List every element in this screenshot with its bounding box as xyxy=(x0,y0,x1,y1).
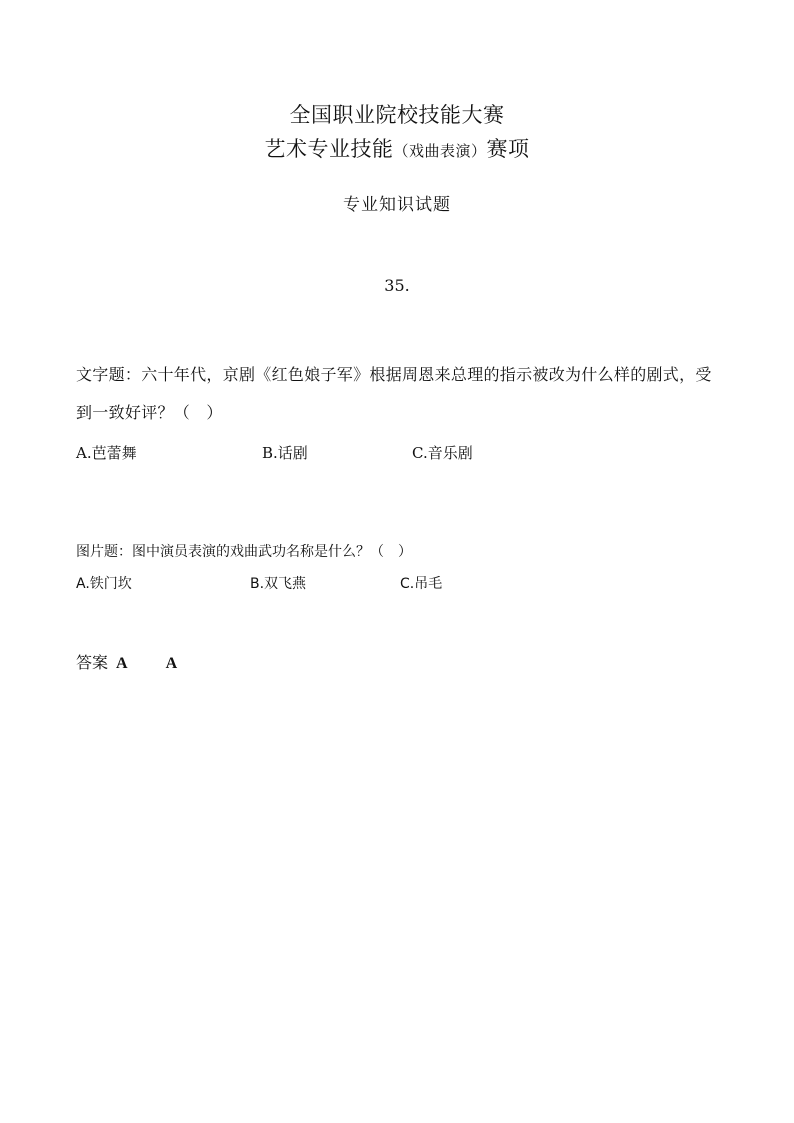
answer-value-image-question: A xyxy=(165,655,178,672)
question-number: 35. xyxy=(384,276,410,295)
answer-line xyxy=(76,650,177,673)
event-title-main: 艺术专业技能 xyxy=(264,137,394,161)
image-option-a: A.铁门坎 xyxy=(76,576,132,592)
event-title xyxy=(0,133,794,163)
answer-label: 答案 xyxy=(76,653,109,672)
text-option-b: B.话剧 xyxy=(262,444,308,462)
exam-subtitle: 专业知识试题 xyxy=(343,195,451,215)
image-option-b: B.双飞燕 xyxy=(250,576,307,592)
image-question-prompt: 图片题：图中演员表演的戏曲武功名称是什么？（ ） xyxy=(76,544,412,560)
image-option-c: C.吊毛 xyxy=(400,576,443,592)
competition-title-text: 全国职业院校技能大赛 xyxy=(289,103,505,127)
event-title-paren: （戏曲表演） xyxy=(393,142,487,160)
competition-title xyxy=(0,99,794,129)
text-question-prompt: 文字题：六十年代，京剧《红色娘子军》根据周恩来总理的指示被改为什么样的剧式，受到一致好评？（ ） xyxy=(76,365,712,422)
text-option-c: C.音乐剧 xyxy=(412,444,473,462)
text-option-a: A.芭蕾舞 xyxy=(76,444,137,462)
event-title-end: 赛项 xyxy=(486,137,530,161)
answer-value-text-question: A xyxy=(116,655,128,672)
